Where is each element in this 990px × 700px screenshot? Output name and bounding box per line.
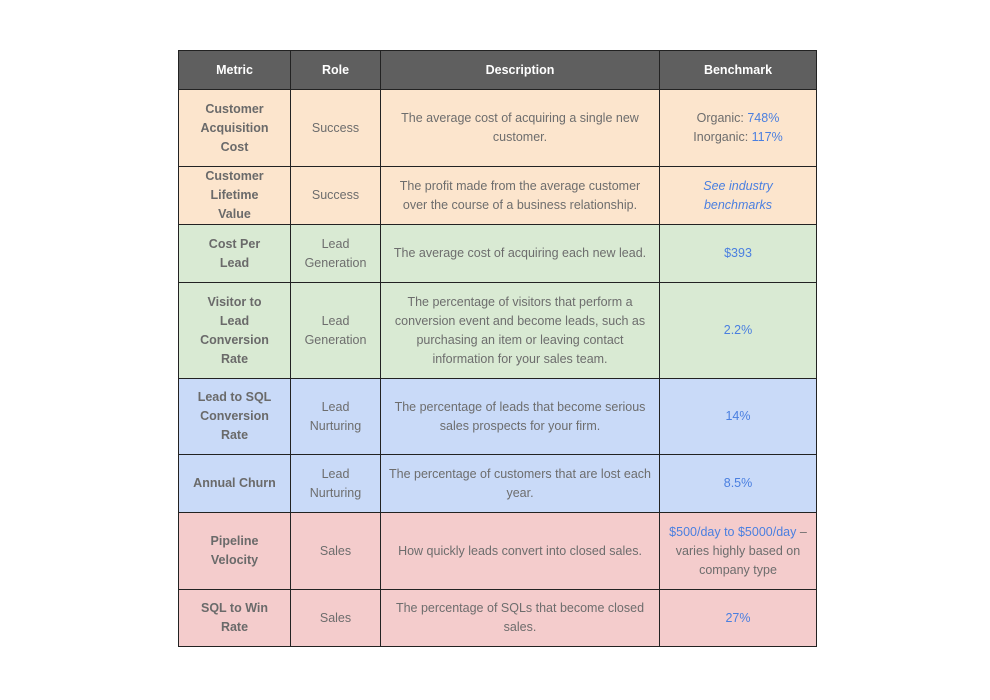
benchmark-value-link[interactable]: $393 <box>724 246 752 260</box>
role-cell: Lead Generation <box>291 283 381 379</box>
metric-cell: Lead to SQL Conversion Rate <box>179 379 291 455</box>
benchmark-value-link[interactable]: 27% <box>725 610 751 625</box>
metric-cell: Customer Lifetime Value <box>179 167 291 225</box>
table-row <box>179 225 817 283</box>
role-cell: Lead Nurturing <box>291 455 381 513</box>
benchmark-cell <box>660 225 817 283</box>
benchmark-cell <box>660 167 817 225</box>
metric-cell: Annual Churn <box>179 455 291 513</box>
description-cell: The percentage of leads that become serious sales prospects for your firm. <box>381 379 660 455</box>
benchmark-cell <box>660 283 817 379</box>
description-cell: The average cost of acquiring each new lead. <box>381 225 660 283</box>
role-cell: Success <box>291 167 381 225</box>
organic-label: Organic: <box>696 111 748 125</box>
header-metric: Metric <box>179 51 291 90</box>
benchmark-cell <box>660 590 817 647</box>
metric-cell: Customer Acquisition Cost <box>179 90 291 167</box>
benchmark-value-link[interactable]: 8.5% <box>723 476 753 490</box>
metrics-table <box>178 50 817 647</box>
description-cell: The profit made from the average customer over the course of a business relationship. <box>381 167 660 225</box>
table-row <box>179 167 817 225</box>
description-cell: The percentage of SQLs that become closed sales. <box>381 590 660 647</box>
role-cell: Lead Generation <box>291 225 381 283</box>
metric-cell: Pipeline Velocity <box>179 513 291 590</box>
description-cell: How quickly leads convert into closed sales. <box>381 513 660 590</box>
metric-cell: Cost Per Lead <box>179 225 291 283</box>
benchmark-note: – varies highly based on company type <box>675 524 807 577</box>
table-row <box>179 283 817 379</box>
table-header-row <box>179 51 817 90</box>
description-cell: The percentage of visitors that perform a conversion event and become leads, such as purchasing an item or leaving contact information for your sales team. <box>381 283 660 379</box>
benchmark-organic <box>668 109 808 128</box>
industry-benchmarks-link[interactable]: See industry benchmarks <box>703 178 773 212</box>
benchmark-cell <box>660 513 817 590</box>
table-row <box>179 455 817 513</box>
header-role: Role <box>291 51 381 90</box>
role-cell: Lead Nurturing <box>291 379 381 455</box>
inorganic-value-link[interactable]: 117% <box>751 130 783 144</box>
table-row <box>179 513 817 590</box>
description-cell: The percentage of customers that are lost each year. <box>381 455 660 513</box>
benchmark-value-link[interactable]: 14% <box>725 409 751 423</box>
header-benchmark: Benchmark <box>660 51 817 90</box>
metric-cell: Visitor to Lead Conversion Rate <box>179 283 291 379</box>
table-row <box>179 379 817 455</box>
benchmark-cell <box>660 379 817 455</box>
benchmark-value-link[interactable]: 2.2% <box>723 323 753 337</box>
inorganic-label: Inorganic: <box>693 130 752 144</box>
organic-value-link[interactable]: 748% <box>747 111 780 125</box>
description-cell: The average cost of acquiring a single new customer. <box>381 90 660 167</box>
metrics-table-container <box>178 50 816 647</box>
table-row <box>179 590 817 647</box>
benchmark-cell <box>660 455 817 513</box>
table-row <box>179 90 817 167</box>
benchmark-inorganic <box>668 128 808 147</box>
role-cell: Sales <box>291 590 381 647</box>
header-description: Description <box>381 51 660 90</box>
role-cell: Success <box>291 90 381 167</box>
benchmark-value-link[interactable]: $500/day to $5000/day <box>669 524 797 539</box>
role-cell: Sales <box>291 513 381 590</box>
metric-cell: SQL to Win Rate <box>179 590 291 647</box>
benchmark-cell <box>660 90 817 167</box>
